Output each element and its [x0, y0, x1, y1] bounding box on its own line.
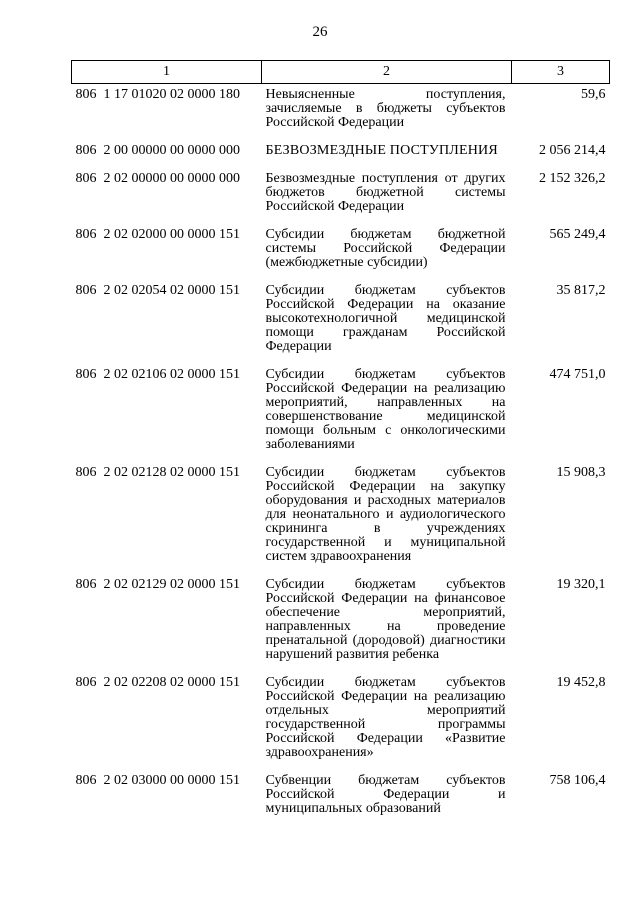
table-row — [72, 228, 610, 284]
row-name: Субсидии бюджетам субъектов Российской Федерации на реализацию мероприятий, направленных на совершенствование медицинской помощи больным с онкологическими заболеваниями — [265, 367, 506, 452]
row-code: 806 2 02 03000 00 0000 151 — [75, 773, 240, 788]
column-header-name: 2 — [262, 61, 512, 84]
row-code: 806 2 02 02000 00 0000 151 — [75, 227, 240, 242]
table-row — [72, 774, 610, 830]
table-header-row — [72, 61, 610, 84]
row-name: БЕЗВОЗМЕЗДНЫЕ ПОСТУПЛЕНИЯ — [265, 143, 498, 158]
row-name: Субсидии бюджетам бюджетной системы Российской Федерации (межбюджетные субсидии) — [265, 227, 506, 270]
table-row — [72, 466, 610, 578]
row-code: 806 2 02 02128 02 0000 151 — [75, 465, 240, 480]
row-name: Невыясненные поступления, зачисляемые в бюджеты субъектов Российской Федерации — [265, 87, 506, 130]
row-name: Субсидии бюджетам субъектов Российской Федерации на закупку оборудования и расходных материалов для неонатального и аудиологического скрининга в учреждениях государственной и муниципальной систем здравоохранения — [265, 465, 506, 564]
row-amount: 474 751,0 — [549, 367, 606, 382]
table-row — [72, 172, 610, 228]
row-name: Безвозмездные поступления от других бюджетов бюджетной системы Российской Федерации — [265, 171, 506, 214]
row-amount: 19 320,1 — [556, 577, 606, 592]
row-code: 806 2 00 00000 00 0000 000 — [75, 143, 240, 158]
table-row — [72, 578, 610, 676]
row-code: 806 2 02 02054 02 0000 151 — [75, 283, 240, 298]
table-row — [72, 84, 610, 145]
row-name: Субсидии бюджетам субъектов Российской Федерации на оказание высокотехнологичной медицинской помощи гражданам Российской Федерации — [265, 283, 506, 354]
row-amount: 19 452,8 — [556, 675, 606, 690]
column-header-code: 1 — [72, 61, 262, 84]
row-code: 806 2 02 02106 02 0000 151 — [75, 367, 240, 382]
table-row — [72, 284, 610, 368]
row-code: 806 2 02 00000 00 0000 000 — [75, 171, 240, 186]
table-row — [72, 144, 610, 172]
table-row — [72, 676, 610, 774]
row-name: Субсидии бюджетам субъектов Российской Федерации на реализацию отдельных мероприятий государственной программы Российской Федерации «Развитие здравоохранения» — [265, 675, 506, 760]
row-code: 806 1 17 01020 02 0000 180 — [75, 87, 240, 102]
row-code: 806 2 02 02208 02 0000 151 — [75, 675, 240, 690]
row-amount: 2 056 214,4 — [539, 143, 606, 158]
column-header-amount: 3 — [512, 61, 610, 84]
row-amount: 15 908,3 — [556, 465, 606, 480]
row-amount: 565 249,4 — [549, 227, 606, 242]
row-amount: 59,6 — [581, 87, 606, 102]
row-amount: 35 817,2 — [556, 283, 606, 298]
row-amount: 2 152 326,2 — [539, 171, 606, 186]
row-name: Субвенции бюджетам субъектов Российской Федерации и муниципальных образований — [265, 773, 506, 816]
row-amount: 758 106,4 — [549, 773, 606, 788]
budget-table — [71, 60, 610, 830]
page-number: 26 — [312, 24, 328, 40]
row-code: 806 2 02 02129 02 0000 151 — [75, 577, 240, 592]
table-row — [72, 368, 610, 466]
row-name: Субсидии бюджетам субъектов Российской Федерации на финансовое обеспечение мероприятий, направленных на проведение пренатальной (дородовой) диагностики нарушений развития ребенка — [265, 577, 506, 662]
